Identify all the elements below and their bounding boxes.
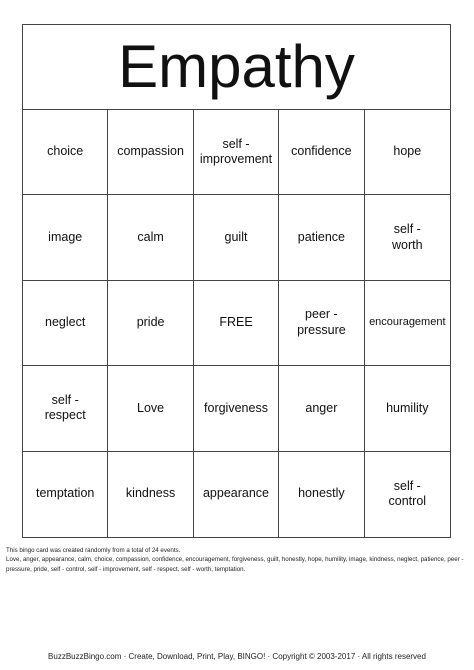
bingo-cell: self - improvement <box>194 110 279 195</box>
bingo-cell: forgiveness <box>194 366 279 451</box>
bingo-card <box>22 24 451 538</box>
bingo-cell: Love <box>108 366 193 451</box>
bingo-cell: neglect <box>23 281 108 366</box>
footer-copyright: BuzzBuzzBingo.com · Create, Download, Print, Play, BINGO! · Copyright © 2003-2017 · All rights reserved <box>48 652 426 661</box>
bingo-grid <box>23 110 450 537</box>
note-intro: This bingo card was created randomly from a total of 24 events. <box>6 547 181 554</box>
bingo-cell: pride <box>108 281 193 366</box>
bingo-cell: choice <box>23 110 108 195</box>
free-space-cell: FREE <box>194 281 279 366</box>
bingo-cell: appearance <box>194 452 279 537</box>
bingo-cell: guilt <box>194 195 279 280</box>
card-note <box>6 546 466 574</box>
bingo-cell: anger <box>279 366 364 451</box>
bingo-cell: temptation <box>23 452 108 537</box>
bingo-cell: confidence <box>279 110 364 195</box>
bingo-cell: humility <box>365 366 450 451</box>
bingo-cell: image <box>23 195 108 280</box>
bingo-cell: honestly <box>279 452 364 537</box>
bingo-cell: patience <box>279 195 364 280</box>
card-title: Empathy <box>118 33 355 100</box>
bingo-cell: kindness <box>108 452 193 537</box>
bingo-cell: peer - pressure <box>279 281 364 366</box>
note-events-list: Love, anger, appearance, calm, choice, compassion, confidence, encouragement, forgiveness, guilt, honestly, hope, humility, image, kindness, neglect, patience, peer - pressure, pride, self - control, self - improvement, self - respect, self - worth, temptation. <box>6 556 464 573</box>
bingo-cell: self - control <box>388 478 427 509</box>
bingo-cell: self - worth <box>365 195 450 280</box>
title-box <box>23 25 450 110</box>
bingo-cell: encouragement <box>365 281 450 366</box>
bingo-cell: calm <box>108 195 193 280</box>
bingo-cell: hope <box>365 110 450 195</box>
bingo-cell: compassion <box>108 110 193 195</box>
bingo-cell: self - respect <box>23 366 108 451</box>
